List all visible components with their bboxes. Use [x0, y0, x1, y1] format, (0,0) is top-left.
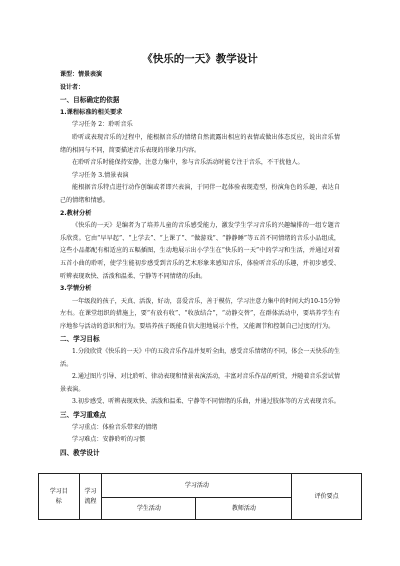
header-learning-flow: 学习流程: [79, 474, 102, 520]
paragraph-listening: 聆听或表现音乐的过程中，能根据音乐的情绪自然流露出相应的表情或做出体态反应，说出音乐情绪的相同与不同，简要描述音乐表现的形象月内容。: [60, 133, 340, 154]
header-teacher-activity: 教师活动: [196, 498, 292, 520]
header-student-activity: 学生活动: [102, 498, 196, 520]
subheading-material-analysis: 2.教材分析: [60, 209, 92, 217]
paragraph-quiet-listening: 在聆听音乐时能保持安静，注意力集中，参与音乐活动时能专注于音乐，不干扰他人。: [72, 159, 304, 167]
difficult-point: 学习难点：安静聆听的习惯: [72, 436, 146, 444]
subheading-learner-analysis: 3.学情分析: [60, 285, 92, 293]
document-title: 《快乐的一天》教学设计: [142, 53, 258, 65]
header-learning-goal: 学习目标: [39, 474, 80, 520]
paragraph-performance: 能根据音乐特点进行动作创编或者即兴表演，于同伴一起体验表现造型，扮演角色的乐趣，表达自己的情绪和情感。: [60, 184, 340, 204]
key-point: 学习重点：体验音乐带来的情绪: [72, 423, 158, 431]
section-heading-basis: 一、目标确定的依据: [60, 96, 120, 105]
section-heading-goals: 二、学习目标: [60, 335, 100, 344]
section-heading-design: 四、教学设计: [60, 448, 100, 457]
goal-1: 1.分段欣赏《快乐的一天》中的五段音乐作品并复听全曲，感受音乐情绪的不同，体会一天快乐的生活。: [60, 348, 340, 368]
goal-3: 3.初步感受、听辨表现欢快、活泼和温柔、宁静等不同情绪的乐曲，并通过肢体等的方式表现音乐。: [72, 398, 340, 406]
subheading-curriculum-standard: 1.课程标准的相关要求: [60, 108, 123, 116]
section-heading-key-points: 三、学习重难点: [60, 411, 107, 420]
lesson-type: 课型：情景表演: [60, 71, 103, 78]
task-3-label: 学习任务 3.情景表演: [72, 171, 129, 179]
designer: 设计者：: [60, 83, 85, 91]
goal-2: 2.通过图片引导、对比聆听、律动表现和情景表演活动，丰富对音乐作品的听赏，并随着音乐尝试情景表演。: [60, 373, 340, 393]
task-2-label: 学习任务 2：聆听音乐: [72, 121, 133, 129]
lesson-plan-table: [38, 473, 362, 520]
paragraph-learner-analysis: 一年级段的孩子，天真、活泼，好动，喜爱音乐，善于模仿，学习注意力集中的时间大约10-15分钟左右。在课堂组织的措施上，要“有放有收”、“收放结合”，“动静交替”，在群体活动中，要培养学生有序地参与活动的意识和行为。要培养孩子既能自信大胆地展示个性，又能调节和控制自己过度的行为。: [60, 297, 340, 330]
header-learning-activity: 学习活动: [102, 474, 292, 498]
paragraph-material-analysis: 《快乐的一天》是编者为了培养儿童的音乐感受能力，激发学生学习音乐的兴趣编排的一组专题音乐欣赏。它由“早早起”、“上学去”、“上课了”、“做游戏”、“静静睡”等五首不同情绪的音乐小品组成，这些小品都配有相适应的五幅插图，生动地展示出小学生在“快乐的一天”中的学习和生活，并通过对着五首小曲的聆听，使学生能初步感受到音乐的艺术形象来感知音乐，体验听音乐的乐趣，并初步感受、听辨表现欢快、活泼和温柔、宁静等不同情绪的乐曲。: [60, 222, 340, 280]
header-evaluation-points: 评价要点: [292, 474, 362, 520]
